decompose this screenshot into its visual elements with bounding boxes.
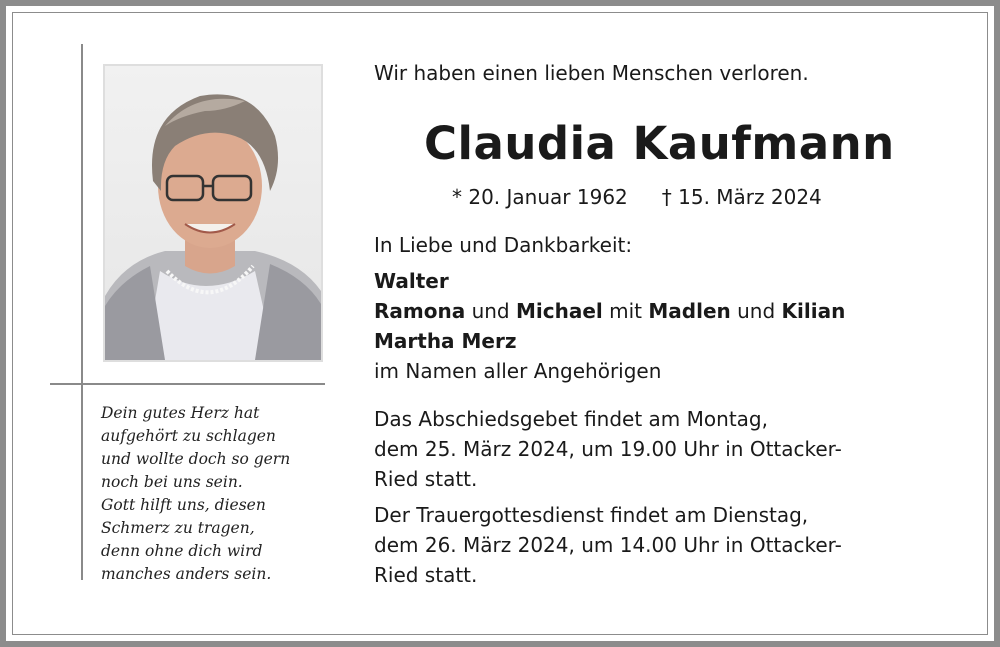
conj-mit: mit	[602, 299, 649, 323]
vertical-divider	[81, 44, 83, 580]
poem	[101, 402, 331, 586]
announcement-body	[374, 230, 934, 590]
prayer-line: Ried statt.	[374, 467, 478, 491]
service-line: Der Trauergottesdienst findet am Dienstag,	[374, 503, 809, 527]
service-line: Ried statt.	[374, 563, 478, 587]
family-walter: Walter	[374, 269, 449, 293]
family-kilian: Kilian	[781, 299, 846, 323]
conj-und: und	[465, 299, 516, 323]
portrait-photo	[103, 64, 323, 362]
poem-line: Dein gutes Herz hat	[101, 404, 260, 422]
birth-date: * 20. Januar 1962	[452, 185, 628, 209]
horizontal-divider	[50, 383, 325, 385]
service-line: dem 26. März 2024, um 14.00 Uhr in Ottacker-	[374, 533, 842, 557]
family-children	[374, 296, 934, 326]
family-martha: Martha Merz	[374, 329, 517, 353]
deceased-name: Claudia Kaufmann	[424, 117, 895, 170]
thanks-line: In Liebe und Dankbarkeit:	[374, 233, 633, 257]
poem-line: noch bei uns sein.	[101, 473, 243, 491]
family-ramona: Ramona	[374, 299, 466, 323]
intro-text: Wir haben einen lieben Menschen verloren.	[374, 61, 809, 85]
poem-line: manches anders sein.	[101, 565, 272, 583]
relatives-line: im Namen aller Angehörigen	[374, 359, 662, 383]
poem-line: Gott hilft uns, diesen	[101, 496, 266, 514]
poem-line: denn ohne dich wird	[101, 542, 263, 560]
poem-line: und wollte doch so gern	[101, 450, 291, 468]
portrait-illustration	[105, 66, 321, 360]
prayer-line: dem 25. März 2024, um 19.00 Uhr in Ottacker-	[374, 437, 842, 461]
poem-line: aufgehört zu schlagen	[101, 427, 276, 445]
death-date: † 15. März 2024	[661, 185, 822, 209]
family-madlen: Madlen	[648, 299, 731, 323]
prayer-line: Das Abschiedsgebet findet am Montag,	[374, 407, 768, 431]
conj-und: und	[730, 299, 782, 323]
family-michael: Michael	[515, 299, 603, 323]
poem-line: Schmerz zu tragen,	[101, 519, 255, 537]
life-dates	[452, 182, 822, 212]
